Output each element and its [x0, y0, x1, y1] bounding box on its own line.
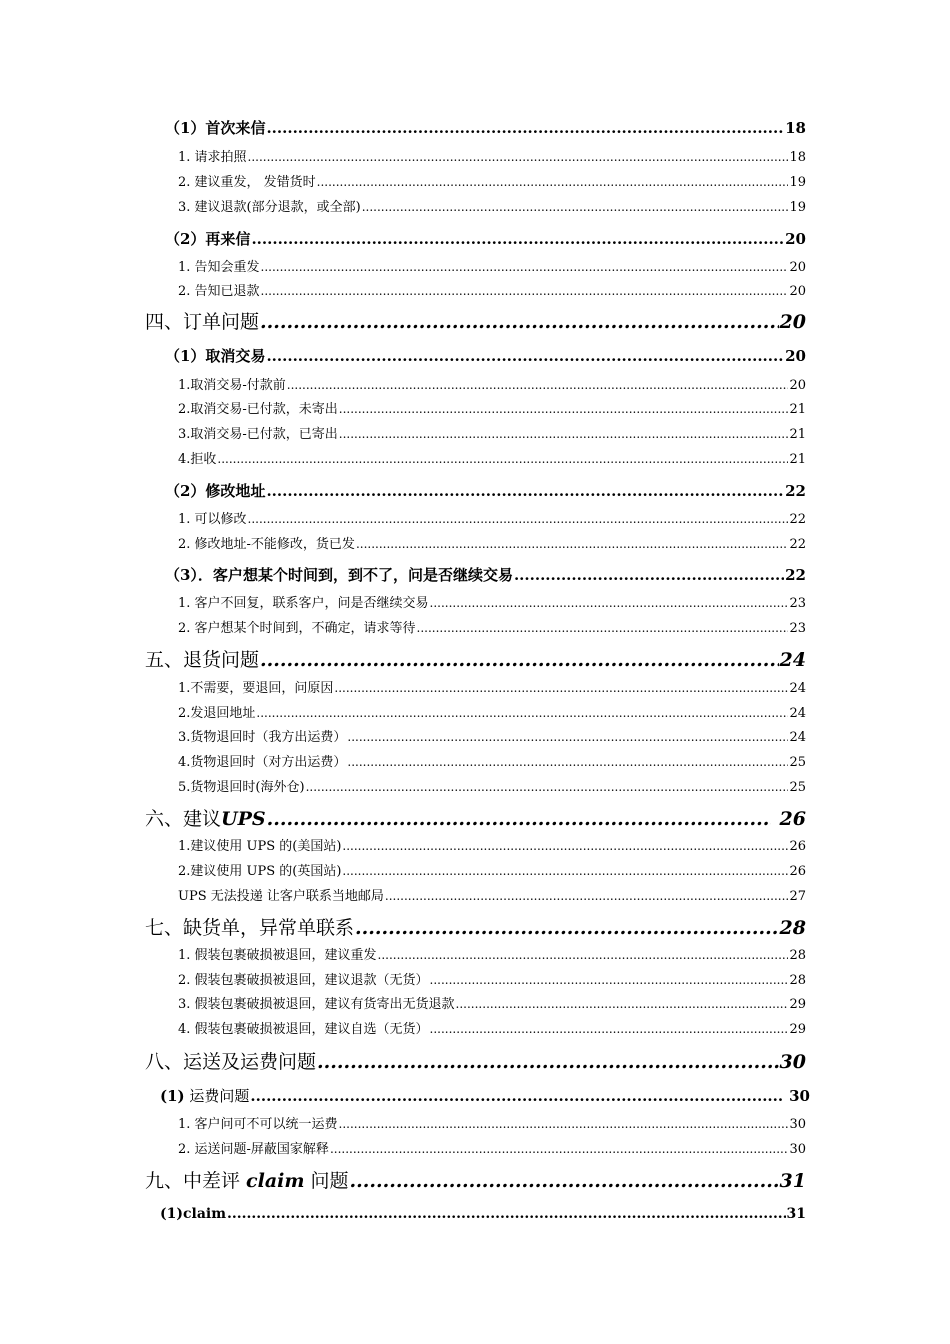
toc-entry-page: 30	[789, 1087, 810, 1105]
toc-entry[interactable]	[178, 860, 806, 879]
toc-entry-label: （2）再来信	[165, 230, 251, 248]
toc-chapter-label: 五、退货问题	[145, 649, 260, 671]
toc-entry[interactable]	[178, 374, 806, 393]
toc-entry-page: 20	[785, 230, 806, 248]
toc-entry-page: 30	[789, 1142, 806, 1157]
toc-entry-label: 4. 假装包裹破损被退回，建议自选（无货）	[178, 1022, 429, 1037]
toc-leader-dots	[378, 948, 789, 962]
toc-chapter-label: 八、运送及运费问题	[145, 1051, 317, 1073]
toc-entry-page: 28	[789, 973, 806, 988]
toc-entry-page: 21	[789, 427, 806, 442]
toc-leader-dots	[261, 260, 789, 274]
toc-leader-dots	[256, 706, 788, 720]
toc-leader-dots	[250, 1087, 784, 1105]
toc-entry-label: 3.取消交易-已付款，已寄出	[178, 427, 338, 442]
toc-entry[interactable]	[178, 617, 806, 636]
toc-entry-page: 22	[789, 512, 806, 527]
toc-entry-label: 3. 建议退款(部分退款，或全部)	[178, 200, 361, 215]
toc-entry-label: 1. 请求拍照	[178, 150, 247, 165]
toc-entry-page: 20	[785, 347, 806, 365]
toc-chapter-page: 30	[779, 1051, 806, 1073]
toc-entry[interactable]	[178, 969, 806, 988]
toc-entry-page: 19	[789, 175, 806, 190]
toc-leader-dots	[317, 175, 789, 189]
toc-entry[interactable]	[178, 171, 806, 190]
toc-entry-page: 31	[786, 1206, 806, 1222]
toc-leader-dots	[385, 889, 789, 903]
toc-entry-label: 1. 告知会重发	[178, 260, 260, 275]
toc-entry-label: 1. 客户不回复，联系客户，问是否继续交易	[178, 596, 429, 611]
toc-leader-dots	[347, 730, 788, 744]
toc-leader-dots	[514, 566, 784, 584]
toc-leader-dots	[330, 1142, 789, 1156]
toc-leader-dots	[251, 230, 784, 248]
toc-leader-dots	[347, 755, 788, 769]
toc-entry-label: 2. 建议重发， 发错货时	[178, 175, 316, 190]
toc-entry[interactable]	[178, 423, 806, 442]
toc-leader-dots	[362, 200, 789, 214]
toc-entry-label: 1.建议使用 UPS 的(美国站)	[178, 839, 342, 854]
toc-entry-label: 4.货物退回时（对方出运费）	[178, 755, 347, 770]
toc-entry-label: 4.拒收	[178, 452, 217, 467]
toc-entry-page: 20	[789, 260, 806, 275]
toc-entry[interactable]	[178, 835, 806, 854]
toc-entry-page: 28	[789, 948, 806, 963]
toc-entry[interactable]	[178, 196, 806, 215]
toc-leader-dots	[260, 311, 779, 333]
toc-chapter[interactable]	[145, 1047, 806, 1074]
toc-chapter[interactable]	[145, 913, 806, 940]
toc-entry[interactable]	[160, 1206, 806, 1222]
toc-chapter-label: 四、订单问题	[145, 311, 260, 333]
toc-entry[interactable]	[178, 508, 806, 527]
toc-entry-page: 21	[789, 402, 806, 417]
toc-leader-dots	[248, 512, 789, 526]
toc-entry-label: （1）首次来信	[165, 119, 266, 137]
toc-leader-dots	[430, 596, 789, 610]
toc-entry-page: 25	[789, 755, 806, 770]
toc-entry-page: 20	[789, 284, 806, 299]
toc-entry-page: 24	[789, 730, 806, 745]
toc-entry-label: 5.货物退回时(海外仓)	[178, 780, 305, 795]
toc-entry[interactable]	[178, 256, 806, 275]
toc-leader-dots	[339, 402, 789, 416]
toc-entry-page: 23	[789, 621, 806, 636]
toc-leader-dots	[342, 864, 788, 878]
toc-entry-page: 18	[785, 119, 806, 137]
toc-entry[interactable]	[178, 885, 806, 904]
toc-leader-dots	[334, 681, 788, 695]
toc-entry-page: 22	[789, 537, 806, 552]
toc-entry-label: 1. 假装包裹破损被退回，建议重发	[178, 948, 377, 963]
toc-entry-page: 29	[789, 1022, 806, 1037]
toc-entry-label: 1.取消交易-付款前	[178, 378, 286, 393]
toc-entry-label: 2.建议使用 UPS 的(英国站)	[178, 864, 342, 879]
toc-entry-page: 30	[789, 1117, 806, 1132]
toc-leader-dots	[430, 973, 789, 987]
toc-entry[interactable]	[165, 117, 806, 138]
toc-entry[interactable]	[165, 228, 806, 249]
toc-leader-dots	[266, 482, 784, 500]
toc-chapter[interactable]	[145, 804, 806, 831]
toc-leader-dots	[355, 917, 779, 939]
toc-entry-page: 21	[789, 452, 806, 467]
toc-leader-dots	[356, 537, 789, 551]
toc-entry[interactable]	[178, 726, 806, 745]
toc-leader-dots	[287, 378, 789, 392]
toc-entry[interactable]	[178, 1138, 806, 1157]
toc-entry-label: (1)claim	[160, 1206, 227, 1222]
toc-leader-dots	[261, 284, 789, 298]
toc-leader-dots	[217, 452, 788, 466]
toc-entry-label: 2. 假装包裹破损被退回，建议退款（无货）	[178, 973, 429, 988]
toc-entry-page: 22	[785, 566, 806, 584]
toc-entry-page: 26	[789, 864, 806, 879]
toc-entry-label: (1) 运费问题	[160, 1087, 250, 1105]
toc-leader-dots	[306, 780, 789, 794]
toc-entry[interactable]	[178, 533, 806, 552]
toc-chapter-page: 24	[779, 649, 806, 671]
toc-entry[interactable]	[178, 1113, 806, 1132]
toc-entry[interactable]	[178, 448, 806, 467]
toc-entry[interactable]	[160, 1085, 810, 1106]
toc-entry-page: 23	[789, 596, 806, 611]
toc-entry[interactable]	[178, 398, 806, 417]
toc-chapter[interactable]	[145, 307, 806, 334]
toc-chapter-label: 七、缺货单，异常单联系	[145, 917, 355, 939]
toc-leader-dots	[339, 427, 789, 441]
toc-entry[interactable]	[165, 345, 806, 366]
toc-entry-page: 20	[789, 378, 806, 393]
toc-leader-dots	[456, 997, 789, 1011]
toc-entry[interactable]	[178, 944, 806, 963]
toc-entry-label: 2.取消交易-已付款，未寄出	[178, 402, 338, 417]
toc-entry[interactable]	[178, 993, 806, 1012]
toc-chapter-label: 六、建议UPS	[145, 808, 266, 830]
toc-entry[interactable]	[178, 677, 806, 696]
toc-leader-dots	[430, 1022, 789, 1036]
toc-entry-label: （2）修改地址	[165, 482, 266, 500]
toc-leader-dots	[339, 1117, 789, 1131]
toc-entry-page: 22	[785, 482, 806, 500]
toc-entry-page: 27	[789, 889, 806, 904]
toc-chapter-label: 九、中差评 claim 问题	[145, 1170, 349, 1192]
toc-leader-dots	[248, 150, 789, 164]
toc-leader-dots	[417, 621, 789, 635]
toc-entry-label: 2. 告知已退款	[178, 284, 260, 299]
toc-entry-label: （3）．客户想某个时间到，到不了，问是否继续交易	[165, 566, 513, 584]
toc-entry[interactable]	[165, 480, 806, 501]
toc-entry[interactable]	[178, 146, 806, 165]
toc-entry-label: （1）取消交易	[165, 347, 266, 365]
toc-leader-dots	[317, 1051, 779, 1073]
toc-entry[interactable]	[178, 280, 806, 299]
toc-chapter[interactable]	[145, 1166, 806, 1193]
toc-entry-label: UPS 无法投递 让客户联系当地邮局	[178, 889, 384, 904]
toc-entry-label: 1. 可以修改	[178, 512, 247, 527]
toc-chapter[interactable]	[145, 645, 806, 672]
toc-entry-label: 2. 运送问题-屏蔽国家解释	[178, 1142, 329, 1157]
toc-entry-label: 1.不需要，要退回，问原因	[178, 681, 334, 696]
toc-chapter-page: 28	[779, 917, 806, 939]
toc-entry-page: 29	[789, 997, 806, 1012]
toc-entry[interactable]	[178, 702, 806, 721]
toc-entry[interactable]	[178, 751, 806, 770]
toc-entry-label: 3.货物退回时（我方出运费）	[178, 730, 347, 745]
toc-leader-dots	[342, 839, 788, 853]
toc-entry-label: 2.发退回地址	[178, 706, 256, 721]
toc-leader-dots	[227, 1206, 785, 1222]
toc-entry-page: 18	[789, 150, 806, 165]
toc-leader-dots	[266, 119, 784, 137]
toc-leader-dots	[267, 808, 771, 830]
toc-entry-label: 1. 客户问可不可以统一运费	[178, 1117, 338, 1132]
toc-entry[interactable]	[178, 592, 806, 611]
toc-entry-page: 24	[789, 706, 806, 721]
toc-entry[interactable]	[178, 1018, 806, 1037]
toc-entry-page: 24	[789, 681, 806, 696]
toc-entry[interactable]	[165, 564, 806, 585]
toc-entry-page: 19	[789, 200, 806, 215]
toc-entry-label: 2. 修改地址-不能修改，货已发	[178, 537, 355, 552]
toc-leader-dots	[350, 1170, 779, 1192]
toc-leader-dots	[266, 347, 784, 365]
toc-entry-label: 3. 假装包裹破损被退回，建议有货寄出无货退款	[178, 997, 455, 1012]
toc-entry[interactable]	[178, 776, 806, 795]
toc-leader-dots	[260, 649, 779, 671]
toc-chapter-page: 31	[779, 1170, 806, 1192]
toc-entry-page: 25	[789, 780, 806, 795]
toc-chapter-page: 26	[779, 808, 806, 830]
toc-entry-label: 2. 客户想某个时间到，不确定，请求等待	[178, 621, 416, 636]
toc-entry-page: 26	[789, 839, 806, 854]
toc-chapter-page: 20	[779, 311, 806, 333]
